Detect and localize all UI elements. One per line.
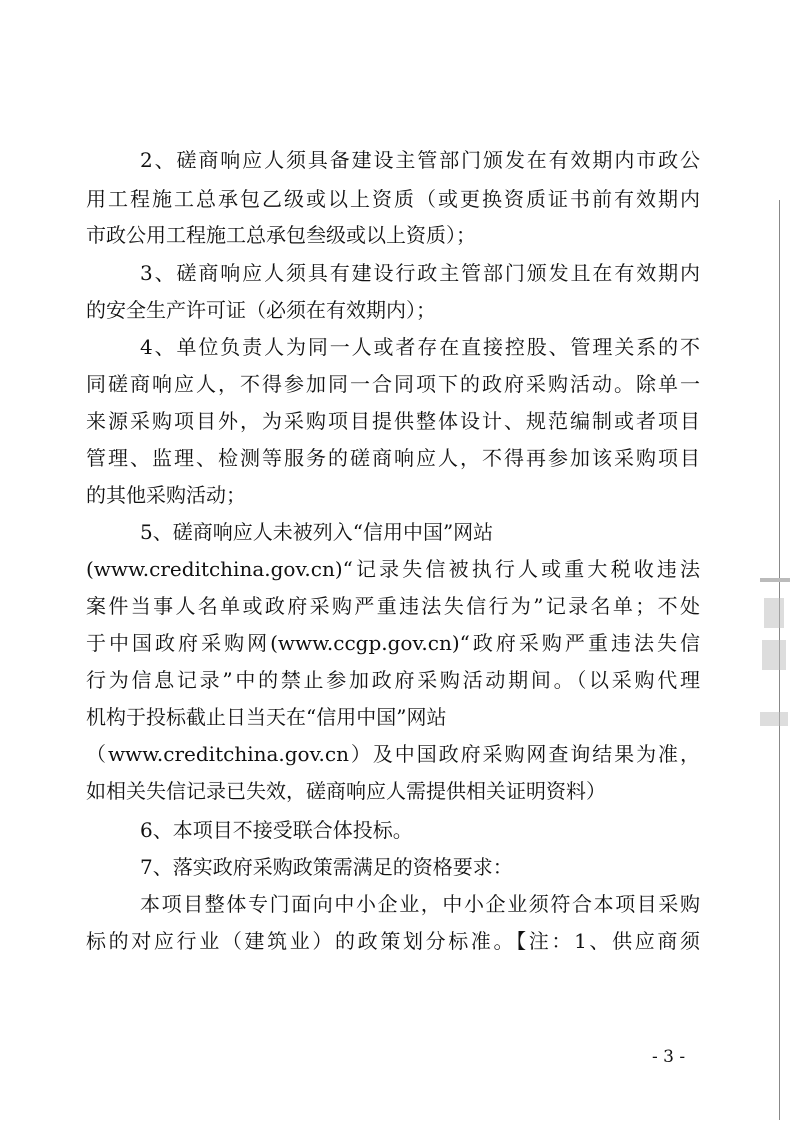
text-line: 用工程施工总承包乙级或以上资质（或更换资质证书前有效期内 <box>86 187 700 211</box>
text-line: 3、磋商响应人须具有建设行政主管部门颁发且在有效期内 <box>140 261 700 285</box>
text-line: 市政公用工程施工总承包叁级或以上资质）； <box>86 223 476 247</box>
text-line: 的其他采购活动； <box>86 483 246 507</box>
page-number: - 3 - <box>652 1047 686 1067</box>
text-line: 本项目整体专门面向中小企业，中小企业须符合本项目采购 <box>140 892 700 916</box>
scan-mark <box>762 640 786 670</box>
scan-mark <box>760 712 788 726</box>
text-line: （www.creditchina.gov.cn）及中国政府采购网查询结果为准， <box>86 742 700 766</box>
text-line: 行为信息记录”中的禁止参加政府采购活动期间。（以采购代理 <box>86 668 700 692</box>
scan-mark <box>764 598 784 628</box>
text-line: 如相关失信记录已失效，磋商响应人需提供相关证明资料） <box>86 779 606 803</box>
text-line: 4、单位负责人为同一人或者存在直接控股、管理关系的不 <box>140 335 700 359</box>
text-line: 2、磋商响应人须具备建设主管部门颁发在有效期内市政公 <box>140 148 700 172</box>
text-line: 管理、监理、检测等服务的磋商响应人，不得再参加该采购项目 <box>86 446 700 470</box>
text-line: 标的对应行业（建筑业）的政策划分标准。【注：1、供应商须 <box>86 929 700 953</box>
text-line: 的安全生产许可证（必须在有效期内）； <box>86 298 436 322</box>
scan-mark <box>760 578 790 582</box>
text-line: 于中国政府采购网(www.ccgp.gov.cn)“政府采购严重违法失信 <box>86 631 700 655</box>
text-line: 同磋商响应人，不得参加同一合同项下的政府采购活动。除单一 <box>86 372 700 396</box>
text-line: 6、本项目不接受联合体投标。 <box>140 818 413 842</box>
text-line: 案件当事人名单或政府采购严重违法失信行为”记录名单；不处 <box>86 594 700 618</box>
text-line: 机构于投标截止日当天在“信用中国”网站 <box>86 705 447 729</box>
text-line: 来源采购项目外，为采购项目提供整体设计、规范编制或者项目 <box>86 409 700 433</box>
text-line: (www.creditchina.gov.cn)“记录失信被执行人或重大税收违法 <box>86 557 700 581</box>
text-line: 5、磋商响应人未被列入“信用中国”网站 <box>140 520 494 544</box>
text-line: 7、落实政府采购政策需满足的资格要求： <box>140 855 513 879</box>
